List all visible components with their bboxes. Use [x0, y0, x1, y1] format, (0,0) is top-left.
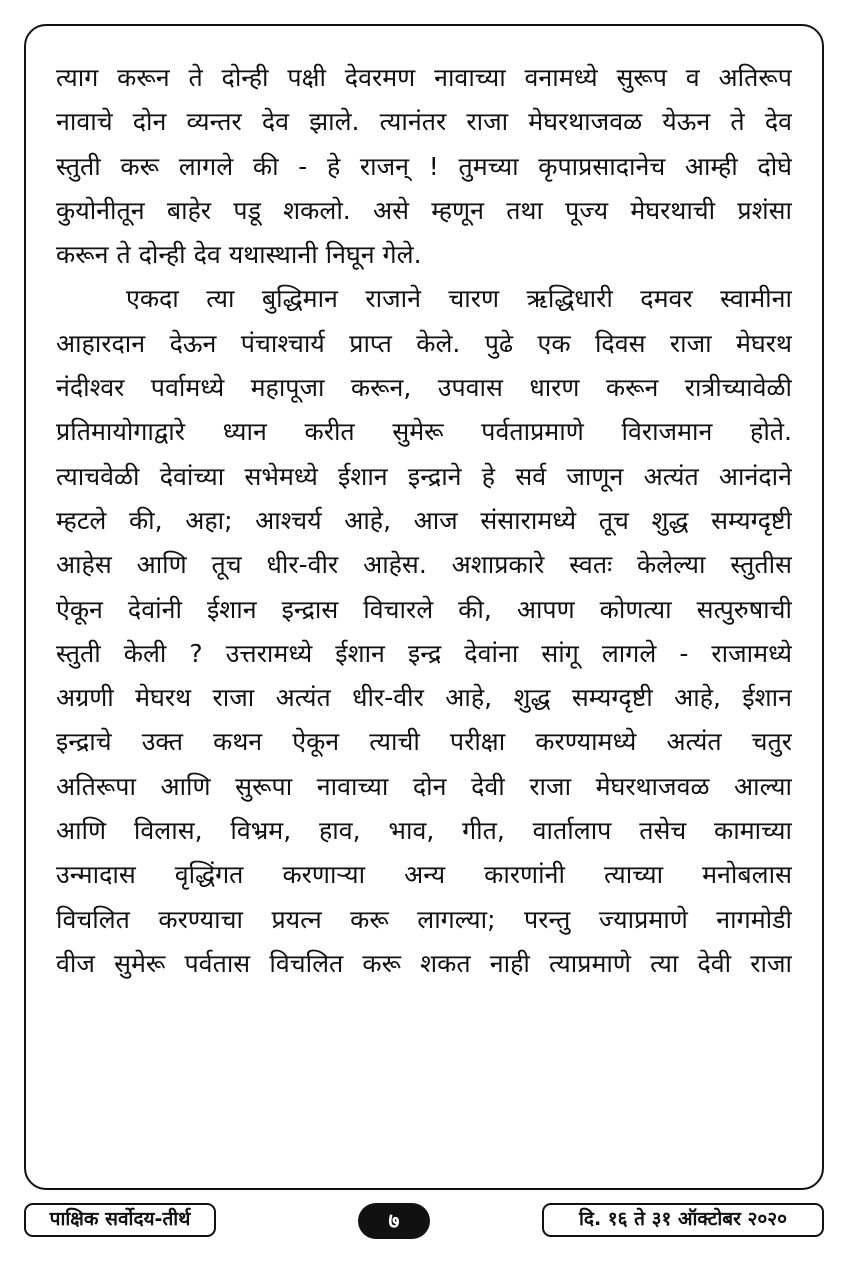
text-line: स्तुती करू लागले की - हे राजन् ! तुमच्या कृपाप्रसादानेच आम्ही दोघे — [56, 151, 792, 181]
text-line: आहेस आणि तूच धीर-वीर आहेस. अशाप्रकारे स्वतः केलेल्या स्तुतीस — [56, 550, 792, 580]
issue-date: दि. १६ ते ३१ ऑक्टोबर २०२० — [542, 1203, 824, 1237]
text-line: त्याचवेळी देवांच्या सभेमध्ये ईशान इन्द्राने हे सर्व जाणून अत्यंत आनंदाने — [56, 461, 792, 491]
text-line: त्याग करून ते दोन्ही पक्षी देवरमण नावाच्या वनामध्ये सुरूप व अतिरूप — [56, 63, 792, 92]
text-line: करून ते दोन्ही देव यथास्थानी निघून गेले. — [56, 240, 422, 270]
text-line: इन्द्राचे उक्त कथन ऐकून त्याची परीक्षा करण्यामध्ये अत्यंत चतुर — [56, 727, 792, 757]
text-line: आणि विलास, विभ्रम, हाव, भाव, गीत, वार्तालाप तसेच कामाच्या — [56, 816, 792, 846]
paragraph-2 — [56, 277, 792, 986]
page-number: ७ — [358, 1203, 430, 1239]
text-line: म्हटले की, अहा; आश्चर्य आहे, आज संसारामध्ये तूच शुद्ध सम्यग्दृष्टी — [56, 505, 792, 535]
text-line: अग्रणी मेघरथ राजा अत्यंत धीर-वीर आहे, शुद्ध सम्यग्दृष्टी आहे, ईशान — [56, 683, 792, 713]
text-line: कुयोनीतून बाहेर पडू शकलो. असे म्हणून तथा पूज्य मेघरथाची प्रशंसा — [56, 195, 792, 225]
text-line: उन्मादास वृद्धिंगत करणाऱ्या अन्य कारणांनी त्याच्या मनोबलास — [56, 860, 792, 890]
text-line: प्रतिमायोगाद्वारे ध्यान करीत सुमेरू पर्वताप्रमाणे विराजमान होते. — [56, 417, 792, 447]
page-content-frame — [24, 24, 824, 1190]
paragraph-1 — [56, 56, 792, 277]
text-line: ऐकून देवांनी ईशान इन्द्रास विचारले की, आपण कोणत्या सत्पुरुषाची — [56, 594, 792, 624]
text-line: एकदा त्या बुद्धिमान राजाने चारण ऋद्धिधारी दमवर स्वामीना — [126, 284, 792, 314]
publication-name: पाक्षिक सर्वोदय-तीर्थ — [24, 1203, 216, 1237]
text-line: स्तुती केली ? उत्तरामध्ये ईशान इन्द्र देवांना सांगू लागले - राजामध्ये — [56, 638, 792, 668]
text-line: विचलित करण्याचा प्रयत्न करू लागल्या; परन्तु ज्याप्रमाणे नागमोडी — [56, 904, 792, 934]
text-line: आहारदान देऊन पंचाश्चार्य प्राप्त केले. पुढे एक दिवस राजा मेघरथ — [56, 328, 792, 358]
text-line: नावाचे दोन व्यन्तर देव झाले. त्यानंतर राजा मेघरथाजवळ येऊन ते देव — [56, 107, 792, 137]
text-line: वीज सुमेरू पर्वतास विचलित करू शकत नाही त्याप्रमाणे त्या देवी राजा — [56, 948, 792, 978]
page-footer — [24, 1203, 824, 1239]
text-line: नंदीश्वर पर्वामध्ये महापूजा करून, उपवास धारण करून रात्रीच्यावेळी — [56, 373, 792, 403]
text-line: अतिरूपा आणि सुरूपा नावाच्या दोन देवी राजा मेघरथाजवळ आल्या — [56, 771, 792, 801]
